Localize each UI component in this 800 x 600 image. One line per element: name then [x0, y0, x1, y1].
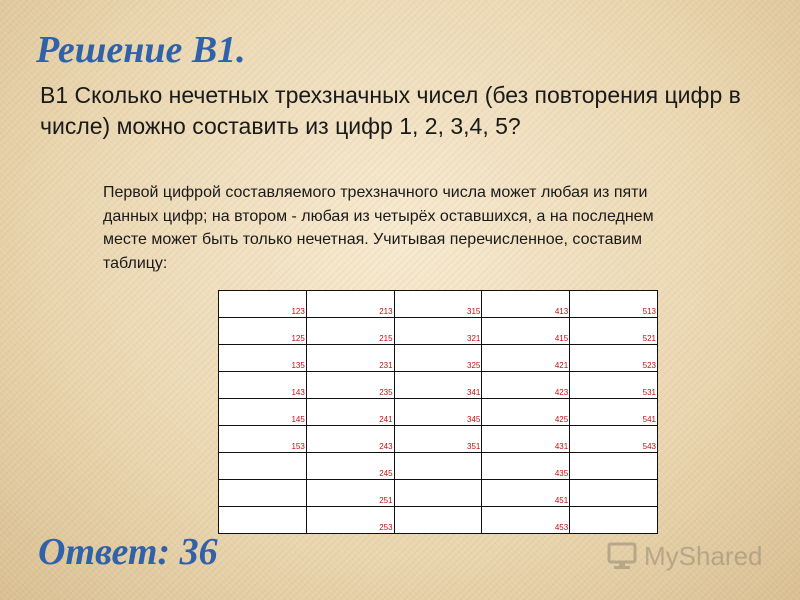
table-cell: 513 — [570, 291, 658, 318]
table-cell: 451 — [482, 480, 570, 507]
table-cell: 143 — [219, 372, 307, 399]
table-cell: 351 — [394, 426, 482, 453]
question-text: В1 Сколько нечетных трехзначных чисел (без повторения цифр в числе) можно составить из цифр 1, 2, 3,4, 5? — [40, 82, 741, 139]
table-cell — [219, 480, 307, 507]
table-cell: 523 — [570, 345, 658, 372]
table-row — [219, 318, 658, 345]
logo-text: MyShared — [644, 540, 763, 571]
table-cell — [570, 507, 658, 534]
table-cell — [394, 507, 482, 534]
table-row — [219, 291, 658, 318]
table-cell — [570, 480, 658, 507]
table-cell: 213 — [306, 291, 394, 318]
table-cell: 153 — [219, 426, 307, 453]
table-cell: 345 — [394, 399, 482, 426]
explanation-text: Первой цифрой составляемого трехзначного числа может любая из пяти данных цифр; на втором - любая из четырёх оставшихся, а на последнем месте может быть только нечетная. Учитывая перечисленное, составим таблицу: — [103, 184, 654, 272]
table-cell: 251 — [306, 480, 394, 507]
table-row — [219, 345, 658, 372]
table-cell: 145 — [219, 399, 307, 426]
table-cell: 241 — [306, 399, 394, 426]
table-row — [219, 507, 658, 534]
table-cell: 125 — [219, 318, 307, 345]
table-row — [219, 453, 658, 480]
table-cell — [219, 453, 307, 480]
monitor-icon — [606, 540, 638, 572]
table-cell: 231 — [306, 345, 394, 372]
table-cell — [219, 507, 307, 534]
table-row — [219, 372, 658, 399]
table-row — [219, 426, 658, 453]
table-row — [219, 480, 658, 507]
table-cell: 435 — [482, 453, 570, 480]
table-cell: 243 — [306, 426, 394, 453]
table-cell: 541 — [570, 399, 658, 426]
table-cell: 253 — [306, 507, 394, 534]
table-cell: 425 — [482, 399, 570, 426]
table-cell: 521 — [570, 318, 658, 345]
table-cell: 235 — [306, 372, 394, 399]
numbers-table — [218, 290, 658, 534]
table-cell: 135 — [219, 345, 307, 372]
answer-text: Ответ: 36 — [38, 531, 218, 573]
table-cell: 245 — [306, 453, 394, 480]
myshared-logo — [606, 536, 766, 576]
table-cell: 123 — [219, 291, 307, 318]
table-cell: 421 — [482, 345, 570, 372]
table-cell: 215 — [306, 318, 394, 345]
table-cell: 413 — [482, 291, 570, 318]
table-cell: 415 — [482, 318, 570, 345]
table-cell — [394, 480, 482, 507]
table-cell — [570, 453, 658, 480]
table-cell: 325 — [394, 345, 482, 372]
table-cell: 341 — [394, 372, 482, 399]
numbers-table-body — [219, 291, 658, 534]
table-row — [219, 399, 658, 426]
table-cell: 453 — [482, 507, 570, 534]
table-cell: 543 — [570, 426, 658, 453]
table-cell: 321 — [394, 318, 482, 345]
table-cell: 431 — [482, 426, 570, 453]
table-cell: 423 — [482, 372, 570, 399]
table-cell: 531 — [570, 372, 658, 399]
table-cell — [394, 453, 482, 480]
table-cell: 315 — [394, 291, 482, 318]
slide-title: Решение В1. — [36, 29, 246, 71]
